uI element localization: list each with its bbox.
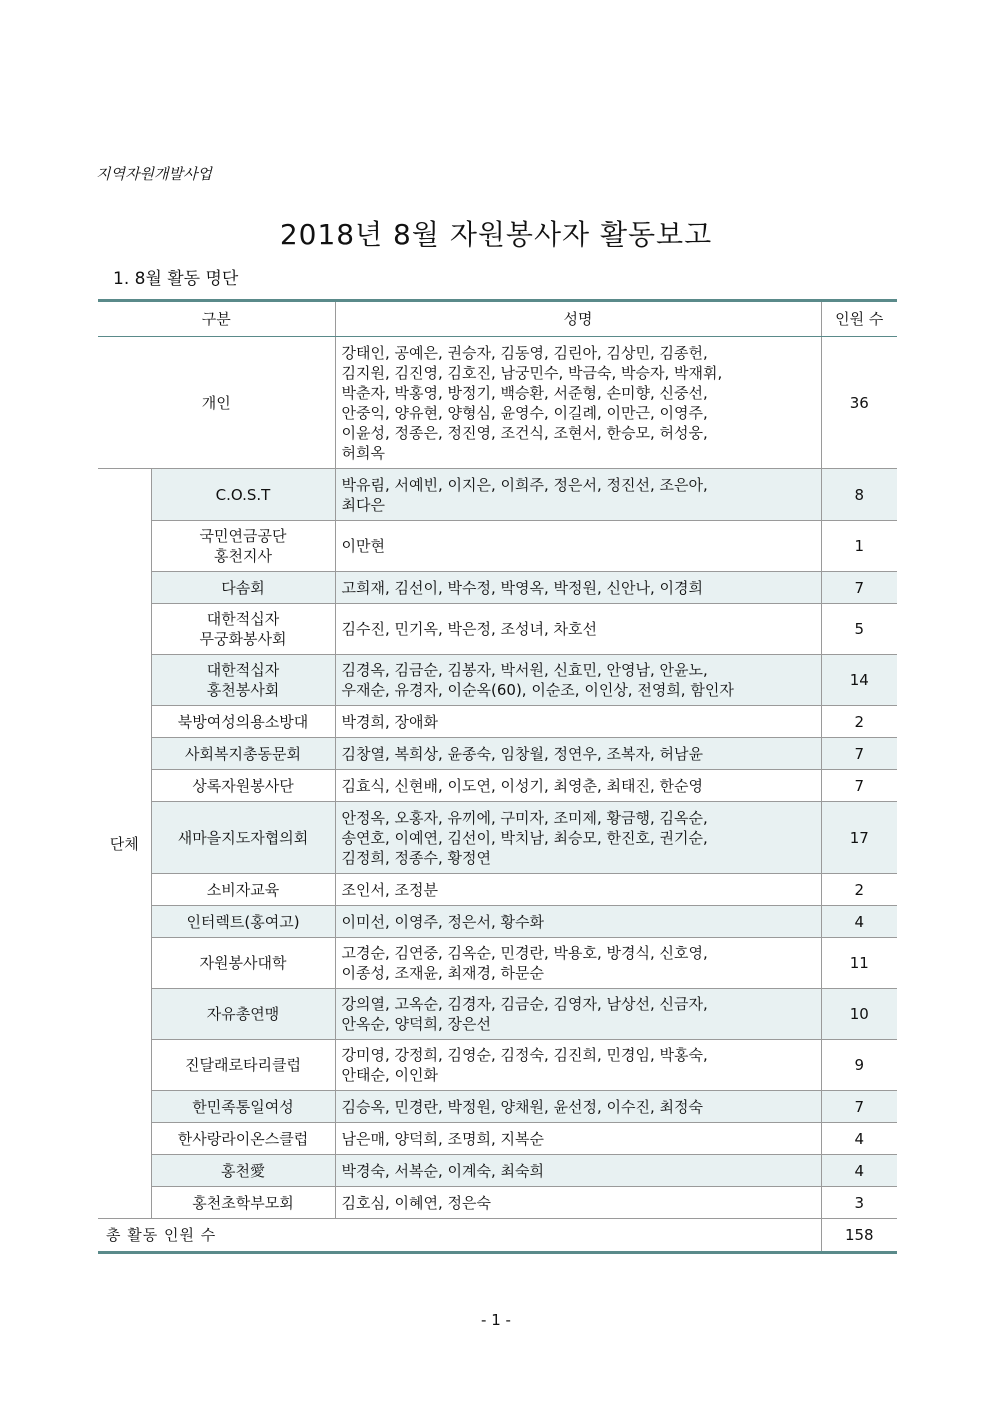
header-category: 구분 (98, 301, 335, 337)
group-row (98, 655, 897, 706)
group-name: 북방여성의용소방대 (151, 706, 335, 738)
group-row (98, 706, 897, 738)
group-name: 상록자원봉사단 (151, 770, 335, 802)
group-members: 이미선, 이영주, 정은서, 황수화 (335, 906, 821, 938)
group-name: 사회복지총동문회 (151, 738, 335, 770)
group-count: 2 (821, 706, 897, 738)
group-name: 자원봉사대학 (151, 938, 335, 989)
group-name: C.O.S.T (151, 469, 335, 521)
group-row (98, 1123, 897, 1155)
category-label: 지역자원개발사업 (96, 165, 212, 183)
group-name: 홍천초학부모회 (151, 1187, 335, 1219)
group-count: 4 (821, 1123, 897, 1155)
individual-label: 개인 (98, 337, 335, 469)
group-members: 강의열, 고옥순, 김경자, 김금순, 김영자, 남상선, 신금자, 안옥순, 양덕희, 장은선 (335, 989, 821, 1040)
group-row (98, 802, 897, 874)
group-members: 김효식, 신현배, 이도연, 이성기, 최영춘, 최태진, 한순영 (335, 770, 821, 802)
group-members: 조인서, 조정분 (335, 874, 821, 906)
group-count: 7 (821, 738, 897, 770)
group-count: 8 (821, 469, 897, 521)
group-members: 남은매, 양덕희, 조명희, 지복순 (335, 1123, 821, 1155)
group-members: 박경희, 장애화 (335, 706, 821, 738)
group-count: 3 (821, 1187, 897, 1219)
group-count: 10 (821, 989, 897, 1040)
group-count: 14 (821, 655, 897, 706)
group-row (98, 770, 897, 802)
group-members: 김창열, 복희상, 윤종숙, 임창월, 정연우, 조복자, 허남윤 (335, 738, 821, 770)
group-row (98, 1091, 897, 1123)
group-count: 5 (821, 604, 897, 655)
group-row (98, 1155, 897, 1187)
group-count: 1 (821, 521, 897, 572)
group-count: 4 (821, 906, 897, 938)
group-name: 대한적십자 홍천봉사회 (151, 655, 335, 706)
total-count: 158 (821, 1219, 897, 1253)
group-name: 국민연금공단 홍천지사 (151, 521, 335, 572)
group-count: 17 (821, 802, 897, 874)
group-name: 진달래로타리클럽 (151, 1040, 335, 1091)
group-category-label: 단체 (98, 469, 151, 1219)
header-names: 성명 (335, 301, 821, 337)
group-members: 이만현 (335, 521, 821, 572)
group-row (98, 1187, 897, 1219)
group-members: 김경옥, 김금순, 김봉자, 박서원, 신효민, 안영남, 안윤노, 우재순, 유경자, 이순옥(60), 이순조, 이인상, 전영희, 함인자 (335, 655, 821, 706)
group-row (98, 1040, 897, 1091)
group-row (98, 572, 897, 604)
group-count: 11 (821, 938, 897, 989)
group-name: 새마을지도자협의회 (151, 802, 335, 874)
group-row (98, 604, 897, 655)
page-title: 2018년 8월 자원봉사자 활동보고 (279, 218, 713, 251)
group-name: 한민족통일여성 (151, 1091, 335, 1123)
volunteer-roster-table (98, 299, 897, 1254)
header-count: 인원 수 (821, 301, 897, 337)
group-name: 다솜회 (151, 572, 335, 604)
group-name: 한사랑라이온스클럽 (151, 1123, 335, 1155)
group-members: 고희재, 김선이, 박수정, 박영옥, 박정원, 신안나, 이경희 (335, 572, 821, 604)
group-members: 박경숙, 서복순, 이계숙, 최숙희 (335, 1155, 821, 1187)
group-count: 7 (821, 1091, 897, 1123)
group-name: 대한적십자 무궁화봉사회 (151, 604, 335, 655)
group-members: 김승옥, 민경란, 박정원, 양채원, 윤선정, 이수진, 최정숙 (335, 1091, 821, 1123)
individual-names: 강태인, 공예은, 권승자, 김동영, 김린아, 김상민, 김종헌, 김지원, 김진영, 김호진, 남궁민수, 박금숙, 박승자, 박재휘, 박춘자, 박홍영, 방정기, 백승환, 서준형, 손미향, 신중선, 안중익, 양유현, 양형심, 윤영수, 이길례, 이만근, 이영주, 이윤성, 정종은, 정진영, 조건식, 조현서, 한승모, 허성웅, 허희옥 (335, 337, 821, 469)
group-name: 홍천愛 (151, 1155, 335, 1187)
group-name: 인터렉트(홍여고) (151, 906, 335, 938)
individual-count: 36 (821, 337, 897, 469)
group-row (98, 738, 897, 770)
group-row (98, 469, 897, 521)
table-header-row (98, 301, 897, 337)
group-members: 강미영, 강정희, 김영순, 김정숙, 김진희, 민경임, 박홍숙, 안태순, 이인화 (335, 1040, 821, 1091)
group-members: 안정옥, 오홍자, 유끼에, 구미자, 조미제, 황금행, 김옥순, 송연호, 이예연, 김선이, 박치남, 최승모, 한진호, 권기순, 김정희, 정종수, 황정연 (335, 802, 821, 874)
group-row (98, 938, 897, 989)
page-number: - 1 - (481, 1311, 511, 1329)
group-count: 4 (821, 1155, 897, 1187)
group-name: 자유총연맹 (151, 989, 335, 1040)
group-members: 김수진, 민기옥, 박은정, 조성녀, 차호선 (335, 604, 821, 655)
group-row (98, 989, 897, 1040)
group-count: 9 (821, 1040, 897, 1091)
group-count: 2 (821, 874, 897, 906)
section-heading: 1. 8월 활동 명단 (113, 269, 239, 289)
group-row (98, 521, 897, 572)
group-row (98, 874, 897, 906)
individual-row (98, 337, 897, 469)
total-row (98, 1219, 897, 1253)
group-members: 김호심, 이혜연, 정은숙 (335, 1187, 821, 1219)
group-row (98, 906, 897, 938)
group-members: 박유림, 서예빈, 이지은, 이희주, 정은서, 정진선, 조은아, 최다은 (335, 469, 821, 521)
group-count: 7 (821, 770, 897, 802)
group-name: 소비자교육 (151, 874, 335, 906)
group-count: 7 (821, 572, 897, 604)
total-label: 총 활동 인원 수 (98, 1219, 821, 1253)
group-members: 고경순, 김연중, 김옥순, 민경란, 박용호, 방경식, 신호영, 이종성, 조재윤, 최재경, 하문순 (335, 938, 821, 989)
